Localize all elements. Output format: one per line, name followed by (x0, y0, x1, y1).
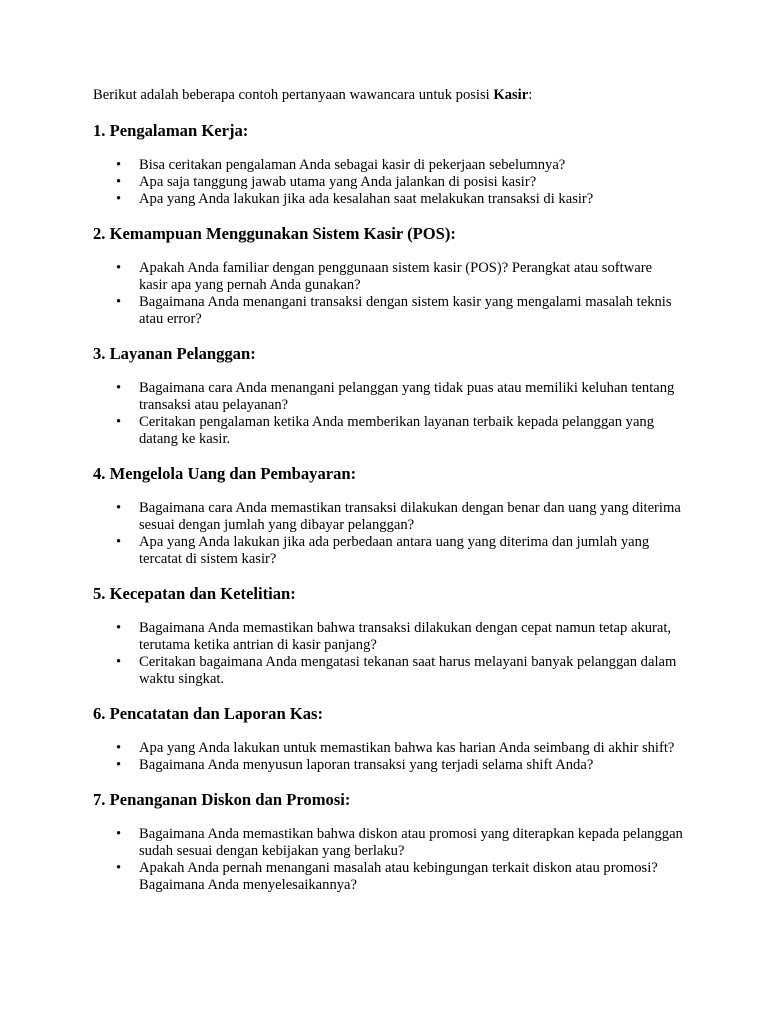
question-item: • Bagaimana cara Anda memastikan transaksi dilakukan dengan benar dan uang yang diterima sesuai dengan jumlah yang dibayar pelanggan? (139, 500, 683, 534)
intro-colon: : (528, 87, 533, 103)
document-content (93, 87, 683, 910)
question-list (93, 740, 683, 774)
question-item: • Ceritakan pengalaman ketika Anda memberikan layanan terbaik kepada pelanggan yang datang ke kasir. (139, 414, 683, 448)
question-item: • Bisa ceritakan pengalaman Anda sebagai kasir di pekerjaan sebelumnya? (139, 157, 683, 174)
section-title: 1. Pengalaman Kerja: (93, 121, 249, 140)
question-item: • Bagaimana Anda memastikan bahwa transaksi dilakukan dengan cepat namun tetap akurat, terutama ketika antrian di kasir panjang? (139, 620, 683, 654)
intro-paragraph (93, 87, 683, 104)
question-item: • Bagaimana cara Anda menangani pelanggan yang tidak puas atau memiliki keluhan tentang transaksi atau pelayanan? (139, 380, 683, 414)
question-item: • Apakah Anda pernah menangani masalah atau kebingungan terkait diskon atau promosi? Bagaimana Anda menyelesaikannya? (139, 860, 683, 894)
question-list (93, 826, 683, 894)
intro-bold-position: Kasir (493, 87, 529, 103)
section-kecepatan-ketelitian (93, 584, 683, 688)
question-item: • Bagaimana Anda menyusun laporan transaksi yang terjadi selama shift Anda? (139, 757, 683, 774)
question-list (93, 260, 683, 328)
question-item: • Bagaimana Anda memastikan bahwa diskon atau promosi yang diterapkan kepada pelanggan sudah sesuai dengan kebijakan yang berlaku? (139, 826, 683, 860)
question-item: • Apa yang Anda lakukan untuk memastikan bahwa kas harian Anda seimbang di akhir shift? (139, 740, 683, 757)
section-title: 7. Penanganan Diskon dan Promosi: (93, 790, 351, 809)
section-mengelola-uang (93, 464, 683, 568)
question-item: • Ceritakan bagaimana Anda mengatasi tekanan saat harus melayani banyak pelanggan dalam waktu singkat. (139, 654, 683, 688)
question-item: • Apakah Anda familiar dengan penggunaan sistem kasir (POS)? Perangkat atau software kasir apa yang pernah Anda gunakan? (139, 260, 683, 294)
question-item: • Apa saja tanggung jawab utama yang Anda jalankan di posisi kasir? (139, 174, 683, 191)
question-list (93, 500, 683, 568)
section-title: 2. Kemampuan Menggunakan Sistem Kasir (POS): (93, 224, 456, 243)
question-item: • Apa yang Anda lakukan jika ada perbedaan antara uang yang diterima dan jumlah yang tercatat di sistem kasir? (139, 534, 683, 568)
intro-text: Berikut adalah beberapa contoh pertanyaan wawancara untuk posisi (93, 87, 494, 103)
section-title: 5. Kecepatan dan Ketelitian: (93, 584, 296, 603)
section-title: 4. Mengelola Uang dan Pembayaran: (93, 464, 357, 483)
section-title: 3. Layanan Pelanggan: (93, 344, 256, 363)
question-list (93, 157, 683, 208)
section-title: 6. Pencatatan dan Laporan Kas: (93, 704, 324, 723)
question-item: • Bagaimana Anda menangani transaksi dengan sistem kasir yang mengalami masalah teknis atau error? (139, 294, 683, 328)
question-list (93, 620, 683, 688)
section-diskon-promosi (93, 790, 683, 894)
section-layanan-pelanggan (93, 344, 683, 448)
section-sistem-kasir (93, 224, 683, 328)
section-pengalaman-kerja (93, 121, 683, 208)
question-item: • Apa yang Anda lakukan jika ada kesalahan saat melakukan transaksi di kasir? (139, 191, 683, 208)
section-pencatatan-laporan (93, 704, 683, 774)
question-list (93, 380, 683, 448)
